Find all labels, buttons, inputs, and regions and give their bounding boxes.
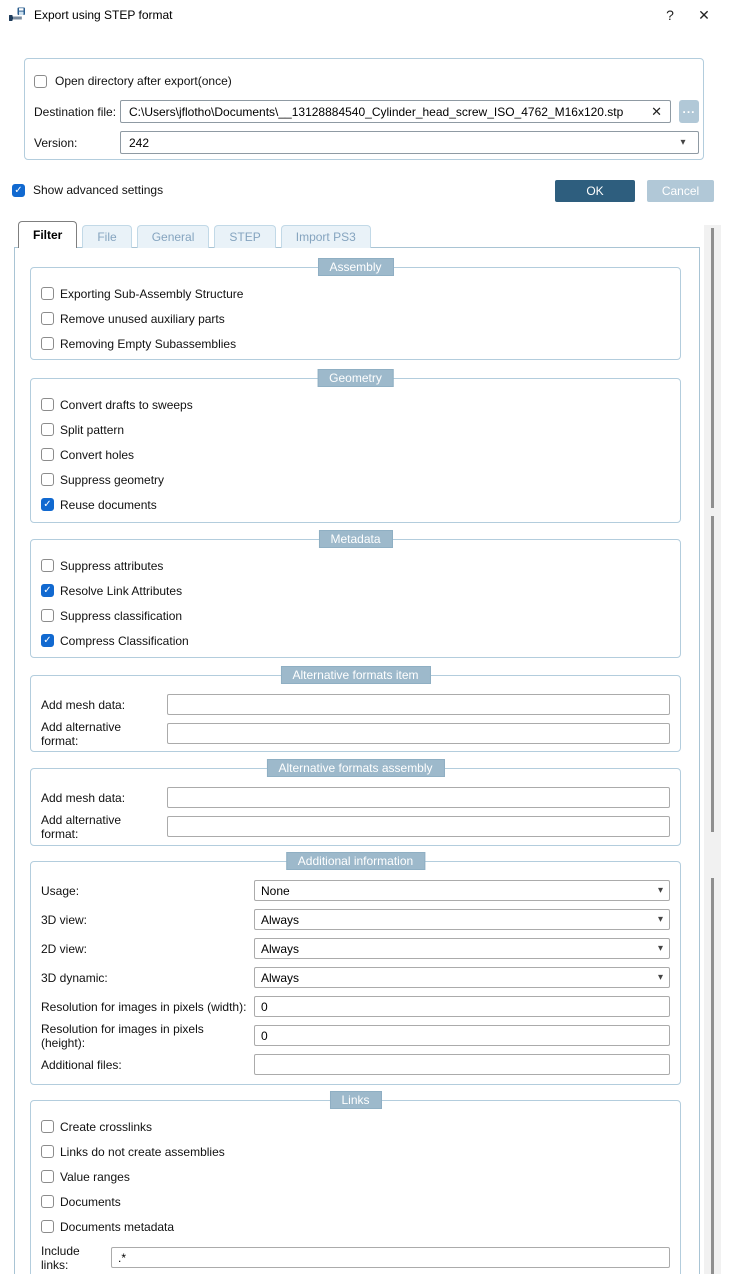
resolve-link-attributes-checkbox[interactable]: ✓	[41, 584, 54, 597]
documents-metadata-checkbox[interactable]	[41, 1220, 54, 1233]
close-button[interactable]: ✕	[698, 7, 710, 23]
field-label: Add mesh data:	[41, 697, 126, 712]
cancel-button[interactable]: Cancel	[647, 180, 714, 202]
field-row-dynamic-3d	[41, 963, 670, 992]
checkbox-row-exporting-sub-assembly-structure	[41, 281, 670, 306]
additional-files-input[interactable]	[254, 1054, 670, 1075]
checkbox-row-documents	[41, 1189, 670, 1214]
tab-filter[interactable]: Filter	[18, 221, 77, 248]
dynamic-3d-select[interactable]	[254, 967, 670, 988]
checkbox-row-suppress-geometry	[41, 467, 670, 492]
compress-classification-checkbox[interactable]: ✓	[41, 634, 54, 647]
field-label: Additional files:	[41, 1057, 122, 1072]
alternative-formats-item-group	[30, 668, 681, 752]
tab-general[interactable]: General	[137, 225, 210, 248]
field-label: 3D view:	[41, 912, 88, 927]
checkbox-label: Remove unused auxiliary parts	[60, 311, 225, 326]
checkbox-label: Split pattern	[60, 422, 125, 437]
field-label: Usage:	[41, 883, 80, 898]
advanced-settings-label: Show advanced settings	[33, 183, 164, 197]
field-row-additional-files	[41, 1050, 670, 1079]
checkbox-row-compress-classification	[41, 628, 670, 653]
version-combobox[interactable]	[120, 131, 699, 154]
checkbox-label: Suppress classification	[60, 608, 183, 623]
browse-button[interactable]: ...	[679, 100, 699, 123]
select-value: Always	[261, 970, 300, 985]
checkbox-row-resolve-link-attributes	[41, 578, 670, 603]
group-title: Alternative formats item	[280, 666, 430, 684]
tab-import-ps3[interactable]: Import PS3	[281, 225, 371, 248]
suppress-attributes-checkbox[interactable]	[41, 559, 54, 572]
window-title: Export using STEP format	[34, 8, 173, 22]
field-row-view-3d	[41, 905, 670, 934]
select-value: Always	[261, 941, 300, 956]
remove-unused-auxiliary-parts-checkbox[interactable]	[41, 312, 54, 325]
suppress-geometry-checkbox[interactable]	[41, 473, 54, 486]
checkbox-label: Compress Classification	[60, 633, 189, 648]
field-row-assembly-add-alternative-format	[41, 812, 670, 841]
view-3d-select[interactable]	[254, 909, 670, 930]
field-label: 2D view:	[41, 941, 88, 956]
chevron-down-icon: ▾	[657, 943, 663, 954]
checkbox-row-links-do-not-create-assemblies	[41, 1139, 670, 1164]
group-title: Geometry	[317, 369, 394, 387]
checkbox-row-convert-drafts-to-sweeps	[41, 392, 670, 417]
checkbox-row-value-ranges	[41, 1164, 670, 1189]
tab-file[interactable]: File	[82, 225, 131, 248]
checkbox-row-create-crosslinks	[41, 1114, 670, 1139]
links-group	[30, 1093, 681, 1274]
checkbox-label: Convert holes	[60, 447, 135, 462]
group-title: Alternative formats assembly	[266, 759, 444, 777]
open-directory-row	[34, 74, 232, 88]
version-label: Version:	[34, 135, 78, 150]
chevron-down-icon: ▾	[680, 137, 686, 148]
field-row-include-links	[41, 1243, 670, 1272]
chevron-down-icon: ▾	[657, 914, 663, 925]
open-directory-checkbox[interactable]	[34, 75, 47, 88]
title-bar	[0, 0, 729, 30]
open-directory-label: Open directory after export(once)	[55, 74, 232, 88]
checkbox-label: Documents metadata	[60, 1219, 175, 1234]
chevron-down-icon: ▾	[657, 972, 663, 983]
checkbox-label: Removing Empty Subassemblies	[60, 336, 237, 351]
documents-checkbox[interactable]	[41, 1195, 54, 1208]
field-row-item-add-mesh-data	[41, 690, 670, 719]
additional-information-group	[30, 854, 681, 1085]
destination-row	[34, 100, 699, 123]
assembly-add-mesh-data-input[interactable]	[167, 787, 670, 808]
field-label: Resolution for images in pixels (width):	[41, 999, 247, 1014]
field-row-usage	[41, 876, 670, 905]
scrollbar-thumb[interactable]	[711, 878, 714, 1274]
checkbox-row-reuse-documents	[41, 492, 670, 517]
field-row-resolution-height	[41, 1021, 670, 1050]
field-row-assembly-add-mesh-data	[41, 783, 670, 812]
checkbox-row-split-pattern	[41, 417, 670, 442]
checkbox-row-remove-unused-auxiliary-parts	[41, 306, 670, 331]
checkbox-row-convert-holes	[41, 442, 670, 467]
group-title: Assembly	[317, 258, 393, 276]
destination-input[interactable]	[120, 100, 671, 123]
scrollbar-thumb[interactable]	[711, 516, 714, 832]
checkbox-label: Resolve Link Attributes	[60, 583, 183, 598]
suppress-classification-checkbox[interactable]	[41, 609, 54, 622]
select-value: Always	[261, 912, 300, 927]
assembly-group	[30, 260, 681, 360]
version-value: 242	[129, 135, 150, 150]
checkbox-label: Exporting Sub-Assembly Structure	[60, 286, 244, 301]
show-advanced-settings-checkbox[interactable]: ✓	[12, 184, 25, 197]
item-add-alternative-format-input[interactable]	[167, 723, 670, 744]
exporting-sub-assembly-structure-checkbox[interactable]	[41, 287, 54, 300]
group-title: Links	[329, 1091, 381, 1109]
destination-value: C:\Users\jflotho\Documents\__13128884540_Cylinder_head_screw_ISO_4762_M16x120.stp	[129, 104, 624, 119]
metadata-group	[30, 532, 681, 658]
field-row-view-2d	[41, 934, 670, 963]
field-label: Include links:	[41, 1243, 80, 1272]
version-row	[34, 131, 699, 154]
usage-select[interactable]	[254, 880, 670, 901]
checkbox-label: Links do not create assemblies	[60, 1144, 225, 1159]
field-label: 3D dynamic:	[41, 970, 108, 985]
field-row-item-add-alternative-format	[41, 719, 670, 748]
checkbox-row-suppress-attributes	[41, 553, 670, 578]
ok-button[interactable]: OK	[555, 180, 635, 202]
field-label: Resolution for images in pixels (height):	[41, 1021, 204, 1050]
convert-holes-checkbox[interactable]	[41, 448, 54, 461]
export-settings-group	[24, 58, 704, 160]
item-add-mesh-data-input[interactable]	[167, 694, 670, 715]
checkbox-label: Suppress geometry	[60, 472, 165, 487]
checkbox-row-removing-empty-subassemblies	[41, 331, 670, 356]
group-title: Metadata	[318, 530, 392, 548]
checkbox-label: Value ranges	[60, 1169, 130, 1184]
resolution-width-input[interactable]	[254, 996, 670, 1017]
checkbox-row-documents-metadata	[41, 1214, 670, 1239]
assembly-add-alternative-format-input[interactable]	[167, 816, 670, 837]
destination-label: Destination file:	[34, 104, 117, 119]
checkbox-label: Reuse documents	[60, 497, 157, 512]
links-do-not-create-assemblies-checkbox[interactable]	[41, 1145, 54, 1158]
scrollbar-thumb[interactable]	[711, 228, 714, 508]
geometry-group	[30, 371, 681, 523]
select-value: None	[261, 883, 290, 898]
view-2d-select[interactable]	[254, 938, 670, 959]
field-label: Add mesh data:	[41, 790, 126, 805]
field-row-resolution-width	[41, 992, 670, 1021]
help-button[interactable]: ?	[666, 7, 674, 23]
include-links-input[interactable]	[111, 1247, 670, 1268]
split-pattern-checkbox[interactable]	[41, 423, 54, 436]
field-label: Add alternative format:	[41, 719, 122, 748]
advanced-settings-row	[12, 183, 163, 197]
clear-icon[interactable]: ✕	[651, 104, 662, 119]
checkbox-label: Create crosslinks	[60, 1119, 153, 1134]
field-label: Add alternative format:	[41, 812, 122, 841]
alternative-formats-assembly-group	[30, 761, 681, 846]
convert-drafts-to-sweeps-checkbox[interactable]	[41, 398, 54, 411]
checkbox-label: Suppress attributes	[60, 558, 164, 573]
export-step-icon	[8, 6, 26, 24]
group-title: Additional information	[286, 852, 425, 870]
checkbox-label: Documents	[60, 1194, 121, 1209]
create-crosslinks-checkbox[interactable]	[41, 1120, 54, 1133]
reuse-documents-checkbox[interactable]: ✓	[41, 498, 54, 511]
removing-empty-subassemblies-checkbox[interactable]	[41, 337, 54, 350]
value-ranges-checkbox[interactable]	[41, 1170, 54, 1183]
tab-bar	[18, 222, 371, 248]
chevron-down-icon: ▾	[657, 885, 663, 896]
checkbox-label: Convert drafts to sweeps	[60, 397, 193, 412]
resolution-height-input[interactable]	[254, 1025, 670, 1046]
tab-step[interactable]: STEP	[214, 225, 275, 248]
checkbox-row-suppress-classification	[41, 603, 670, 628]
